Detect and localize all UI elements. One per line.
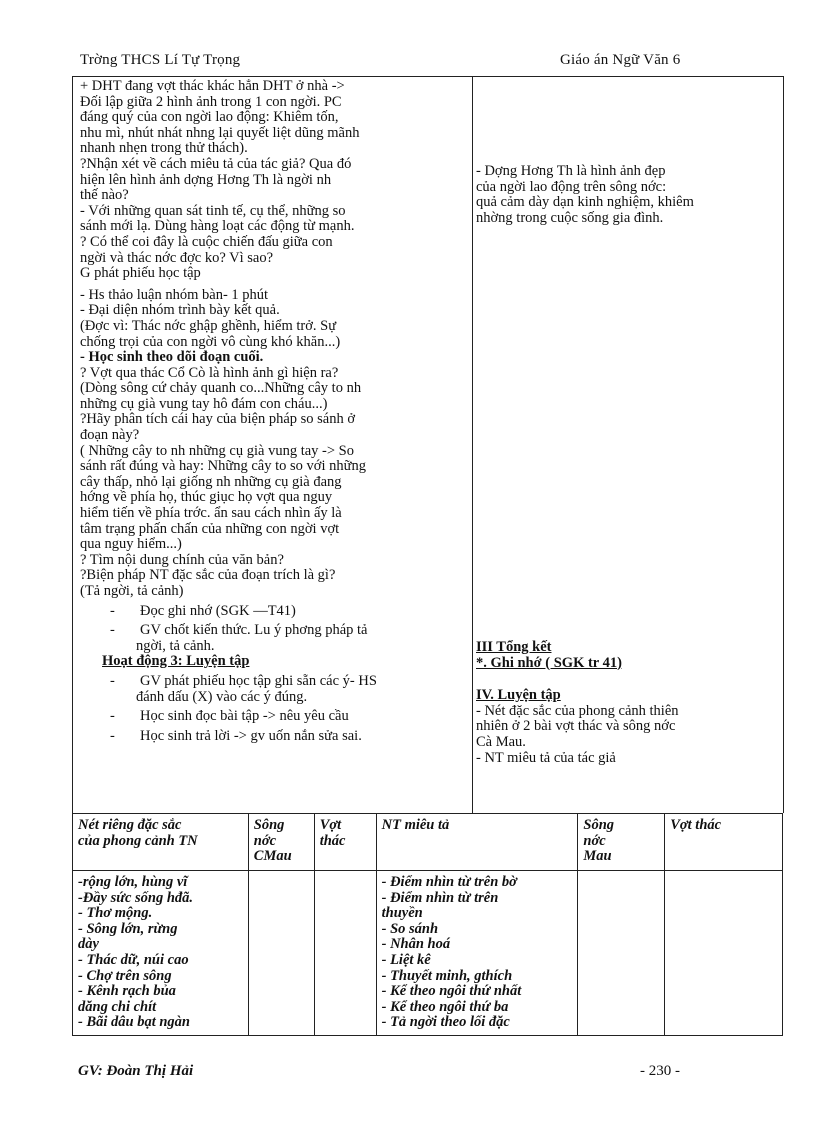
cell-text: -Đầy sức sống hđã.: [78, 889, 194, 906]
cell-text: - Tả ngời theo lối đặc: [381, 1014, 510, 1031]
text-line: nhanh nhẹn trong thử thách).: [80, 140, 248, 157]
text-line: nhờng trong cuộc sống gia đình.: [476, 209, 664, 226]
cell-text: - Điểm nhìn từ trên bờ: [381, 874, 517, 890]
header-text: của phong cảnh TN: [78, 832, 198, 849]
activity-heading: Hoạt động 3: Luyện tập: [102, 653, 250, 670]
text-line: tâm trạng phấn chấn của những con ngời vợt: [80, 520, 340, 537]
text-line: - NT miêu tả của tác giả: [476, 749, 616, 766]
text-line: Đối lập giữa 2 hình ảnh trong 1 con ngời. PC: [80, 93, 342, 110]
cell-text: - Thơ mộng.: [78, 905, 153, 922]
cell-text: - Kênh rạch bủa: [78, 983, 176, 1000]
text-line: nhiên ở 2 bài vợt thác và sông nớc: [476, 718, 676, 735]
table-cell: [578, 871, 665, 1036]
text-line: ? Vợt qua thác Cổ Cò là hình ảnh gì hiện ra?: [80, 364, 339, 381]
header-text: CMau: [253, 848, 292, 865]
cell-text: - Nhân hoá: [381, 936, 451, 953]
table-cell: [73, 871, 249, 1036]
cell-text: - Thuyết minh, gthích: [381, 967, 513, 984]
footer-teacher: GV: Đoàn Thị Hải: [78, 1063, 194, 1079]
table-header-row: [73, 814, 783, 871]
header-school: Trờng THCS Lí Tự Trọng: [80, 52, 241, 68]
text-line: sánh rất đúng và hay: Những cây to so với những: [80, 458, 366, 475]
header-text: nớc: [583, 832, 606, 849]
summary-note: *. Ghi nhớ ( SGK tr 41): [476, 654, 622, 671]
table-cell: [665, 871, 783, 1036]
column-divider: [472, 76, 473, 813]
text-line: ( Những cây to nh những cụ già vung tay -> So: [80, 442, 354, 459]
bullet-item: - Học sinh đọc bài tập -> nêu yêu cầu: [80, 709, 468, 725]
text-line: ngời và thác nớc đợc ko? Vì sao?: [80, 249, 274, 266]
header-text: Nét riêng đặc sắc: [78, 817, 182, 833]
left-column: [80, 79, 468, 744]
table-cell: [376, 871, 578, 1036]
text-line: đoạn này?: [80, 427, 140, 444]
cell-text: - Kể theo ngôi thứ ba: [381, 998, 509, 1015]
header-text: Vợt thác: [670, 817, 722, 833]
text-line: - Đại diện nhóm trình bày kết quả.: [80, 302, 280, 319]
page-number: - 230 -: [640, 1063, 680, 1079]
header-cell: [314, 814, 376, 871]
cell-text: - Bãi dâu bạt ngàn: [78, 1014, 190, 1031]
cell-text: dày: [78, 936, 99, 953]
text-line: (Đợc vì: Thác nớc ghập ghềnh, hiểm trở. Sự: [80, 317, 337, 334]
cell-text: thuyền: [381, 905, 423, 922]
header-cell: [578, 814, 665, 871]
bullet-item: - Học sinh trả lời -> gv uốn nắn sửa sai.: [80, 729, 468, 745]
text-line: ?Hãy phân tích cái hay của biện pháp so sánh ở: [80, 411, 356, 428]
cell-text: dăng chi chít: [78, 998, 157, 1015]
text-line: ?Nhận xét về cách miêu tả của tác giả? Qua đó: [80, 155, 352, 172]
text-line: ngời, tả cảnh.: [136, 637, 215, 654]
text-line: hiểm tiến về phía trớc. ẩn sau cách nhìn ấy là: [80, 505, 342, 522]
text-line: hớng về phía họ, thúc giục họ vợt qua nguy: [80, 489, 333, 506]
text-line: những cụ già vung tay hô đám con cháu...): [80, 395, 328, 412]
header-cell: [665, 814, 783, 871]
cell-text: - Thác dữ, núi cao: [78, 951, 189, 968]
text-line: Cà Mau.: [476, 733, 526, 750]
cell-text: - So sánh: [381, 920, 439, 937]
text-line: chống trọi của con ngời vô cùng khó khăn...): [80, 333, 341, 350]
cell-text: - Liệt kê: [381, 951, 431, 968]
right-column: [476, 164, 778, 226]
table-row: [73, 871, 783, 1036]
text-line: - Với những quan sát tinh tế, cụ thể, những so: [80, 202, 346, 219]
header-text: NT miêu tả: [381, 817, 450, 833]
cell-text: -rộng lớn, hùng vĩ: [78, 874, 188, 890]
cell-text: - Sông lớn, rừng: [78, 920, 178, 937]
text-line: - Dợng Hơng Th là hình ảnh đẹp: [476, 163, 666, 179]
bullet-item: - GV chốt kiến thức. Lu ý phơng pháp tả: [80, 623, 468, 639]
header-text: Mau: [583, 848, 612, 865]
text-line: hiện lên hình ảnh dợng Hơng Th là ngời nh: [80, 171, 332, 188]
header-cell: [376, 814, 578, 871]
text-line: của ngời lao động trên sông nớc:: [476, 178, 667, 195]
text-line: ?Biện pháp NT đặc sắc của đoạn trích là gì?: [80, 567, 336, 584]
right-summary: [476, 640, 778, 766]
text-line: (Dòng sông cứ chảy quanh co...Những cây to nh: [80, 380, 362, 397]
text-line: sánh mới lạ. Dùng hàng loạt các động từ mạnh.: [80, 218, 355, 235]
text-line: đánh dấu (X) vào các ý đúng.: [136, 688, 308, 705]
text-line: cây thấp, nhỏ lại giống nh những cụ già đang: [80, 473, 342, 490]
bullet-item: - GV phát phiếu học tập ghi sẵn các ý- HS: [80, 674, 468, 690]
header-text: Vợt: [319, 817, 342, 833]
header-subject: Giáo án Ngữ Văn 6: [560, 52, 681, 68]
top-border: [72, 76, 783, 77]
header-text: Sông: [253, 817, 285, 833]
text-line: thế nào?: [80, 187, 129, 204]
practice-lines: [476, 704, 778, 766]
text-line: + DHT đang vợt thác khác hẳn DHT ở nhà ->: [80, 78, 345, 94]
text-line: nhu mì, nhút nhát nhng lại quyết liệt dũng mãnh: [80, 124, 360, 141]
text-line: G phát phiếu học tập: [80, 265, 201, 282]
text-line: quả cảm dày dạn kinh nghiệm, khiêm: [476, 194, 694, 211]
text-line: (Tả ngời, tả cảnh): [80, 583, 184, 599]
summary-heading: III Tổng kết: [476, 639, 552, 655]
text-line: ? Tìm nội dung chính của văn bản?: [80, 551, 284, 568]
practice-heading: IV. Luyện tập: [476, 687, 561, 704]
text-line: - Học sinh theo dõi đoạn cuối.: [80, 349, 264, 366]
header-cell: [248, 814, 314, 871]
header-text: Sông: [583, 817, 615, 833]
table-cell: [314, 871, 376, 1036]
text-line: đáng quý của con ngời lao động: Khiêm tốn,: [80, 109, 339, 126]
text-line: - Nét đặc sắc của phong cảnh thiên: [476, 702, 679, 719]
header-text: nớc: [253, 832, 277, 849]
bullet-item: - Đọc ghi nhớ (SGK —T41): [80, 604, 468, 620]
cell-text: - Điểm nhìn từ trên: [381, 889, 499, 906]
text-line: ? Có thể coi đây là cuộc chiến đấu giữa con: [80, 233, 333, 250]
header-cell: [73, 814, 249, 871]
text-line: - Hs thảo luận nhóm bàn- 1 phút: [80, 286, 269, 303]
text-line: qua nguy hiểm...): [80, 536, 182, 553]
right-conclusion-block: [476, 164, 778, 226]
cell-text: - Kể theo ngôi thứ nhất: [381, 983, 522, 1000]
cell-text: - Chợ trên sông: [78, 967, 172, 984]
table-cell: [248, 871, 314, 1036]
comparison-table: [72, 813, 783, 1036]
header-text: thác: [319, 832, 346, 849]
